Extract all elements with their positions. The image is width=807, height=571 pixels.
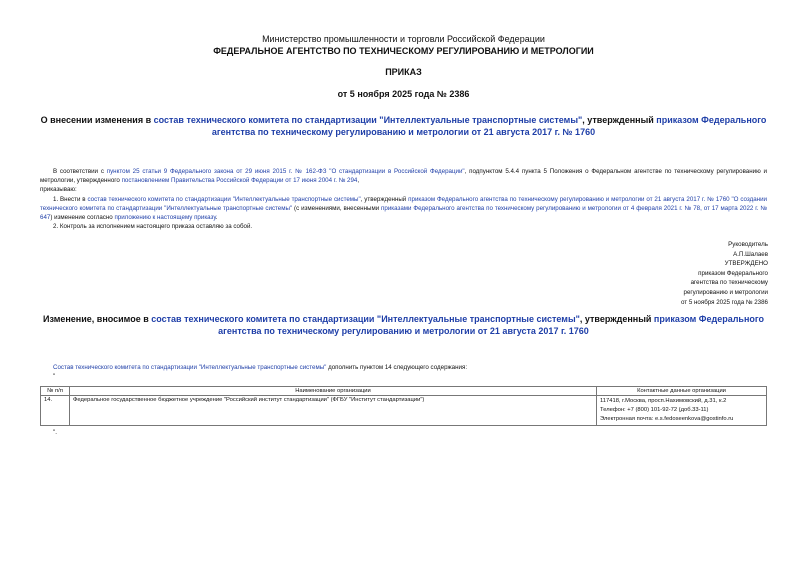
column-header: № п/п — [41, 387, 70, 396]
government-decree-link[interactable]: постановлением Правительства Российской Федерации от 17 июня 2004 г. № 294 — [121, 177, 358, 185]
row-number: 14. — [41, 396, 70, 426]
approved-line: приказом Федерального — [698, 269, 768, 277]
item-2-paragraph: 2. Контроль за исполнением настоящего приказа оставляю за собой. — [53, 223, 253, 231]
law-link[interactable]: пунктом 25 статьи 9 Федерального закона от 29 июня 2015 г. № 162-ФЗ "О стандартизации в Российской Федерации" — [106, 168, 465, 175]
title-link-committee[interactable]: состав технического комитета по стандартизации "Интеллектуальные транспортные системы" — [153, 115, 583, 125]
title-text: , утвержденный — [582, 115, 657, 125]
change-text — [53, 363, 767, 381]
agency-name: ФЕДЕРАЛЬНОЕ АГЕНТСТВО ПО ТЕХНИЧЕСКОМУ РЕГУЛИРОВАНИЮ И МЕТРОЛОГИИ — [213, 46, 594, 56]
table-header-row — [41, 387, 767, 396]
appendix-link[interactable]: приложению к настоящему приказу — [114, 214, 216, 222]
organization-name: Федеральное государственное бюджетное учреждение "Российский институт стандартизации" (ФГБУ "Институт стандартизации") — [70, 396, 597, 426]
approved-label: УТВЕРЖДЕНО — [724, 260, 768, 268]
title-link-order[interactable]: приказом Федерального агентства по техническому регулированию и метрологии от 21 августа 2017 г. № 1760 — [211, 115, 767, 137]
column-header: Наименование организации — [70, 387, 597, 396]
signer-role: Руководитель — [728, 241, 768, 248]
change-title-link-committee[interactable]: состав технического комитета по стандартизации "Интеллектуальные транспортные системы" — [151, 314, 580, 324]
order-body — [40, 167, 767, 231]
close-quote: ". — [53, 429, 57, 436]
open-quote: " — [53, 373, 56, 381]
change-title — [40, 313, 767, 337]
preamble-text: , — [357, 177, 360, 185]
signer-name: А.П.Шалаев — [733, 250, 768, 258]
committee-composition-link[interactable]: состав технического комитета по стандартизации "Интеллектуальные транспортные системы" — [87, 195, 361, 203]
item-text: 1. Внести в — [53, 195, 88, 203]
approved-line: от 5 ноября 2025 года № 2386 — [680, 298, 768, 306]
preamble-text: , подпунктом 5.4.4 пункта 5 Положения о Федеральном агентстве по техническому регулированию и метрологии, утвержденного — [40, 168, 767, 185]
preamble-text: В соответствии с — [53, 168, 107, 175]
item-text: . — [215, 214, 218, 222]
item-1-paragraph — [40, 195, 767, 223]
member-table — [40, 386, 767, 426]
order-1760-link[interactable]: приказом Федерального агентства по техническому регулированию и метрологии от 21 августа 2017 г. № 1760 "О создании технического комитета по стандартизации "Интеллектуальные транспортные системы" — [40, 195, 767, 212]
contact-address: 117418, г.Москва, просп.Нахимовский, д.31, к.2 — [600, 398, 727, 404]
order-title — [40, 114, 767, 138]
change-text-rest: дополнить пунктом 14 следующего содержания: — [326, 364, 468, 371]
document-date-number: от 5 ноября 2025 года № 2386 — [337, 89, 470, 99]
composition-link[interactable]: Состав технического комитета по стандартизации "Интеллектуальные транспортные системы" — [53, 364, 327, 371]
ministry-name: Министерство промышленности и торговли Российской Федерации — [262, 34, 545, 44]
preamble-paragraph — [40, 167, 767, 185]
amending-orders-link[interactable]: приказами Федерального агентства по техническому регулированию и метрологии от 4 февраля 2021 г. № 78, от 17 марта 2022 г. № 647 — [40, 204, 767, 222]
approved-line: агентства по техническому — [690, 279, 768, 287]
change-title-text: , утвержденный — [579, 314, 654, 324]
approved-line: регулированию и метрологии — [683, 288, 768, 296]
contact-phone: Телефон: +7 (800) 101-92-72 (доб.33-11) — [600, 407, 709, 413]
item-text: (с изменениями, внесенными — [292, 204, 382, 212]
signature-block — [681, 240, 768, 307]
item-text: ) изменение согласно — [50, 214, 115, 222]
table-row — [41, 396, 767, 426]
column-header: Контактные данные организации — [597, 387, 767, 396]
item-text: , утвержденный — [360, 195, 409, 203]
change-title-text: Изменение, вносимое в — [42, 314, 152, 324]
contact-email: Электронная почта: e.s.fedoseenkova@gostinfo.ru — [600, 416, 734, 422]
organization-contacts — [597, 396, 767, 426]
change-title-link-order[interactable]: приказом Федерального агентства по техническому регулированию и метрологии от 21 августа 2017 г. 1760 — [218, 314, 765, 336]
title-text: О внесении изменения в — [40, 115, 154, 125]
orders-word: приказываю: — [40, 186, 77, 194]
document-type: ПРИКАЗ — [385, 67, 422, 77]
